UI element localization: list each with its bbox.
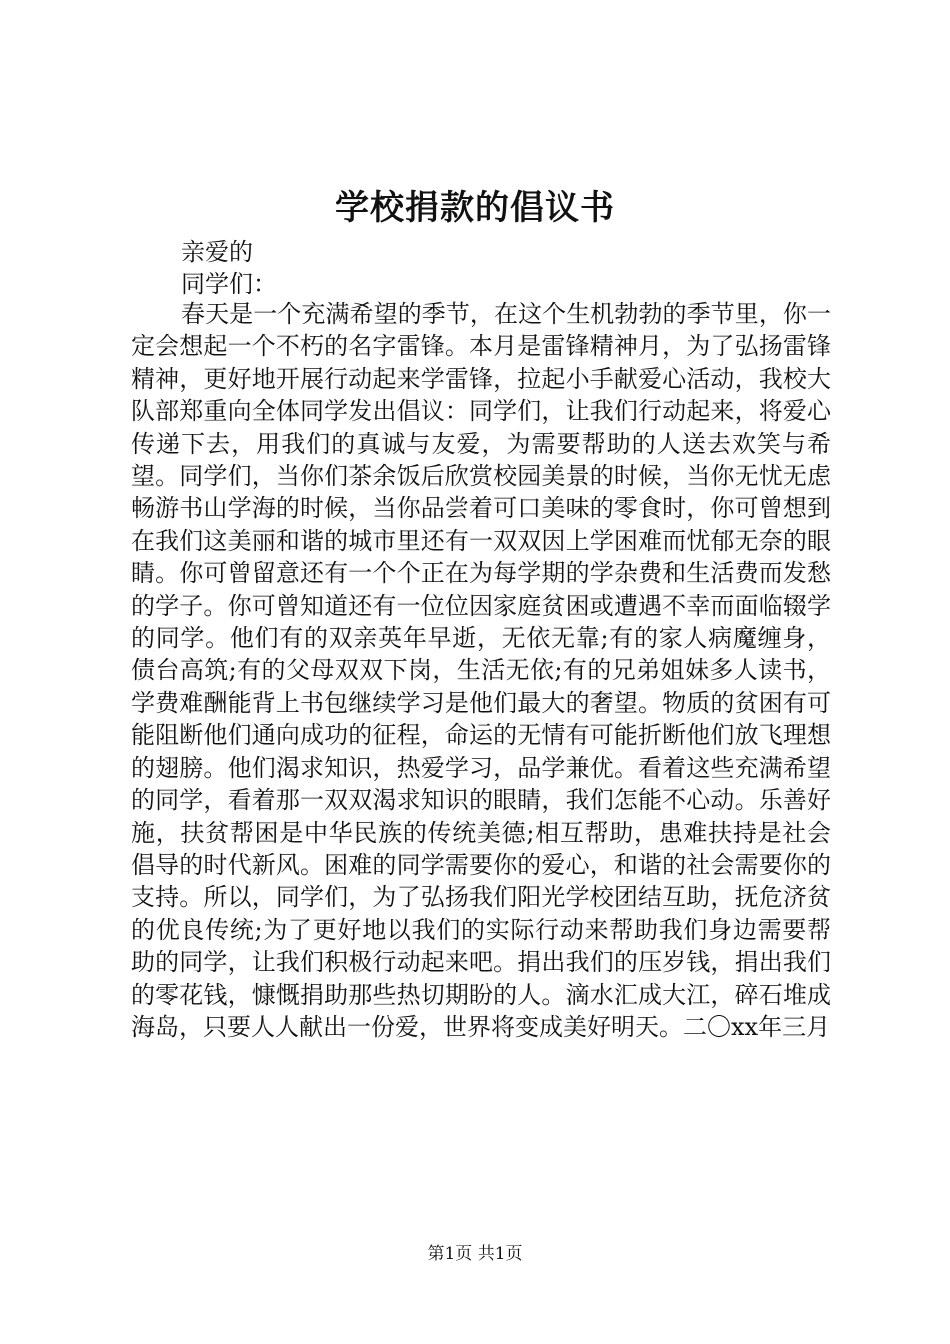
document-title: 学校捐款的倡议书 <box>335 188 615 228</box>
body-paragraph: 春天是一个充满希望的季节，在这个生机勃勃的季节里，你一定会想起一个不朽的名字雷锋。本月是雷锋精神月，为了弘扬雷锋精神，更好地开展行动起来学雷锋，拉起小手献爱心活动，我校大队部郑重向全体同学发出倡议：同学们，让我们行动起来，将爱心传递下去，用我们的真诚与友爱，为需要帮助的人送去欢笑与希望。同学们，当你们茶余饭后欣赏校园美景的时候，当你无忧无虑畅游书山学海的时候，当你品尝着可口美味的零食时，你可曾想到在我们这美丽和谐的城市里还有一双双因上学困难而忧郁无奈的眼睛。你可曾留意还有一个个正在为每学期的学杂费和生活费而发愁的学子。你可曾知道还有一位位因家庭贫困或遭遇不幸而面临辍学的同学。他们有的双亲英年早逝，无依无靠;有的家人病魔缠身，债台高筑;有的父母双双下岗，生活无依;有的兄弟姐妹多人读书，学费难酬能背上书包继续学习是他们最大的奢望。物质的贫困有可能阻断他们通向成功的征程，命运的无情有可能折断他们放飞理想的翅膀。他们渴求知识，热爱学习，品学兼优。看着这些充满希望的同学，看着那一双双渴求知识的眼睛，我们怎能不心动。乐善好施，扶贫帮困是中华民族的传统美德;相互帮助，患难扶持是社会倡导的时代新风。困难的同学需要你的爱心，和谐的社会需要你的支持。所以，同学们，为了弘扬我们阳光学校团结互助，抚危济贫的优良传统;为了更好地以我们的实际行动来帮助我们身边需要帮助的同学，让我们积极行动起来吧。捐出我们的压岁钱，捐出我们的零花钱，慷慨捐助那些热切期盼的人。滴水汇成大江，碎石堆成海岛，只要人人献出一份爱，世界将变成美好明天。二〇xx年三月 <box>131 300 831 1041</box>
salutation-line-1: 亲爱的 <box>181 238 253 266</box>
salutation-line-2: 同学们： <box>181 270 277 298</box>
page-footer: 第1页 共1页 <box>427 1244 523 1264</box>
